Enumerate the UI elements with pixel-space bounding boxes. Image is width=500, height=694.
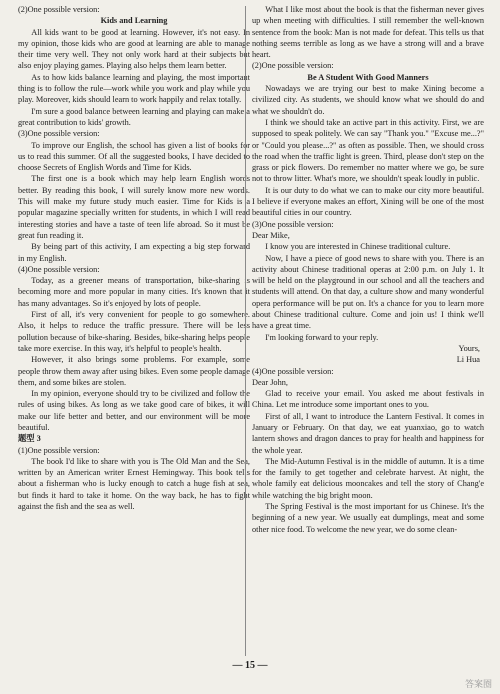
paragraph: (3)One possible version: (18, 129, 100, 139)
paragraph: (1)One possible version: (18, 445, 100, 455)
paragraph: The Mid-Autumn Festival is in the middle of autumn. It is a time for the family to get together and celebrate harvest. At night, the whole family eat delicious mooncakes and tell the story of Chang'e while watching the big bright moon. (252, 456, 484, 500)
paragraph: All kids want to be good at learning. However, it's not easy. In my opinion, those kids who are good at learning are able to manage their time very well. They not only work hard at their subjects but also enjoy playing games. Playing also helps them learn better. (18, 27, 250, 71)
paragraph: (3)One possible version: (252, 219, 334, 229)
paragraph: Dear Mike, (252, 230, 290, 240)
paragraph: What I like most about the book is that the fisherman never gives up when meeting with difficulties. I still remember the well-known sentence from the book: Man is not made for defeat. This tells us that nothing seems terrible as long as we have a strong will and a brave heart. (252, 5, 484, 60)
paragraph: (2)One possible version: (18, 5, 100, 14)
paragraph: (2)One possible version: (252, 61, 334, 71)
paragraph: It is our duty to do what we can to make our city more beautiful. I believe if everyone makes an effort, Xining will be one of the most beautiful cities in our country. (252, 185, 484, 218)
paragraph: The first one is a book which may help learn English words better. By reading this book, I will surely know more new words. This will make my future study much easier. Time for Kids is a popular magazine specially written for students, in which I will read interesting stories and have a taste of teen life abroad. So it must be great fun reading it. (18, 174, 250, 240)
paragraph: Dear John, (252, 377, 288, 387)
page-number: — 15 — (232, 660, 268, 671)
paragraph: Nowadays we are trying our best to make Xining become a civilized city. As students, we should know what we should do and what we shouldn't do. (252, 84, 484, 116)
right-column (252, 4, 484, 535)
paragraph: However, it also brings some problems. For example, some people throw them away after using bikes. Even some people damage them, and some bikes are stolen. (18, 355, 250, 387)
paragraph: By being part of this activity, I am expecting a big step forward in my English. (18, 242, 250, 263)
paragraph: The Spring Festival is the most important for us Chinese. It's the beginning of a new year. We usually eat dumplings, meat and some other nice food. To welcome the new year, we do some clean- (252, 502, 484, 534)
paragraph: As to how kids balance learning and playing, the most important thing is to follow the rule—work while you work and play while you play. Moreover, kids should learn to work happily and relax totally. (18, 72, 250, 105)
paragraph: In my opinion, everyone should try to be civilized and follow the rules of using bikes. As long as we take good care of bikes, it will make our life better and better, and our environment will be more beautiful. (18, 389, 250, 432)
paragraph: First of all, I want to introduce the Lantern Festival. It comes in January or February. On that day, we eat yuanxiao, go to watch lantern shows and dragon dances to pray for health and happiness for the whole year. (252, 411, 484, 455)
watermark: 答案圈 (464, 680, 492, 690)
paragraph: 题型 3 (18, 434, 41, 444)
paragraph: Kids and Learning (100, 16, 168, 26)
paragraph: Glad to receive your email. You asked me about festivals in China. Let me introduce some important ones to you. (252, 389, 484, 410)
paragraph: I think we should take an active part in this activity. First, we are supposed to speak politely. We can say "Thank you." "Excuse me...?" or "Could you please...?" as often as possible. Then, we should cross the road when the traffic light is green. Third, please don't step on the grass or pick flowers. Do remember no matter where we go, be sure not to throw litter. What's more, we shouldn't speak loudly in public. (252, 117, 484, 184)
paragraph: I'm sure a good balance between learning and playing can make a great contribution to kids' growth. (18, 106, 250, 127)
paragraph: To improve our English, the school has given a list of books for us to read this summer. Of all the suggested books, I have decided to choose Secrets of English Words and Time for Kids. (18, 140, 250, 173)
paragraph: I'm looking forward to your reply. (265, 332, 379, 342)
column-divider (245, 6, 246, 656)
left-column (18, 4, 250, 512)
paragraph: Today, as a greener means of transportation, bike-sharing is becoming more and more popular in many cities. It's known that it has many advantages. So it's enjoyed by lots of people. (18, 276, 250, 308)
paragraph: (4)One possible version: (252, 366, 334, 376)
paragraph: I know you are interested in Chinese traditional culture. (265, 242, 451, 252)
paragraph: Yours, (458, 343, 480, 353)
paragraph: Be A Student With Good Manners (307, 72, 429, 82)
paragraph: Li Hua (456, 355, 480, 365)
paragraph: The book I'd like to share with you is The Old Man and the Sea, written by an American writer Ernest Hemingway. This book tells about a fisherman who is lucky enough to catch a huge fish at sea, but finds it hard to take it home. On the way back, he has to fight against the fish and the sea as well. (18, 456, 250, 512)
paragraph: (4)One possible version: (18, 264, 100, 274)
paragraph: First of all, it's very convenient for people to go somewhere. Also, it helps to reduce the traffic pressure. There will be less pollution because of bike-sharing. Besides, bike-sharing helps people take more exercise. In this way, it's helpful to people's health. (18, 310, 250, 353)
paragraph: Now, I have a piece of good news to share with you. There is an activity about Chinese traditional operas at 2:00 p.m. on July 1. It will be held on the playground in our school and all the teachers and students will attend. On that day, a culture show and many wonderful opera performance will be put on. It's a chance for you to learn more about Chinese traditional culture. Come and join us! I think we'll have a great time. (252, 253, 484, 331)
